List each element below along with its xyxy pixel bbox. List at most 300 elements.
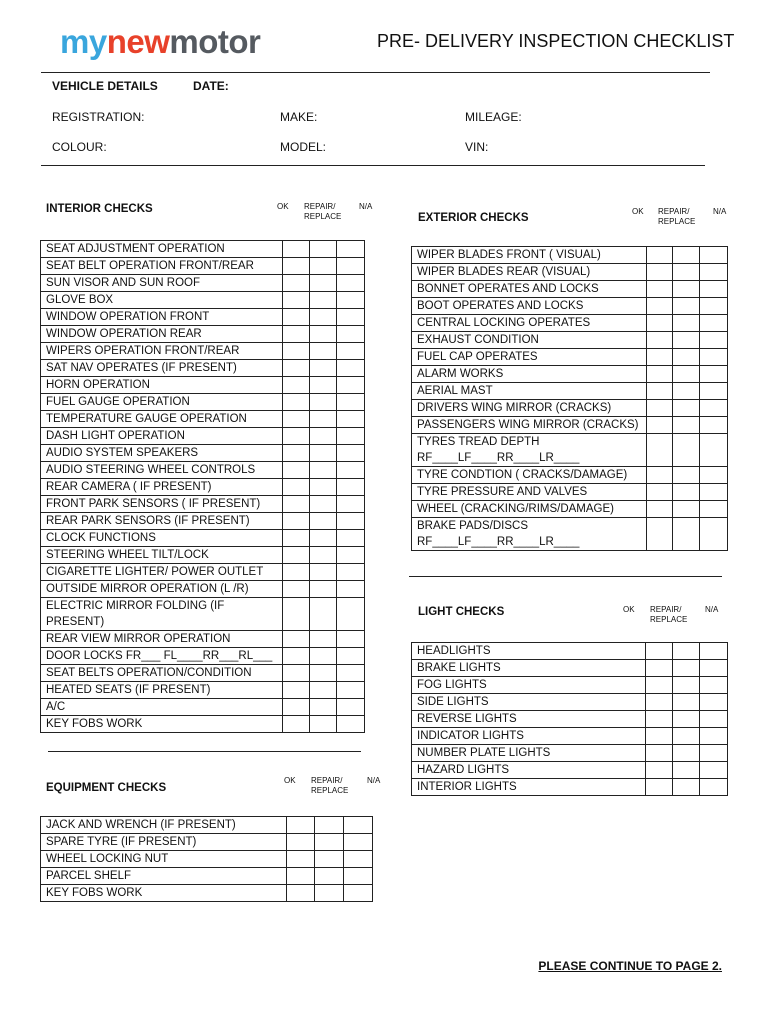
exterior-row xyxy=(412,417,728,434)
interior-ok-checkbox[interactable] xyxy=(283,699,310,716)
exterior-na-checkbox[interactable] xyxy=(700,349,728,366)
equipment-row xyxy=(41,868,373,885)
interior-na-checkbox[interactable] xyxy=(337,547,365,564)
light-row xyxy=(412,745,728,762)
interior-item-label: SAT NAV OPERATES (IF PRESENT) xyxy=(41,360,283,377)
exterior-col-ok: OK xyxy=(632,207,644,216)
interior-na-checkbox[interactable] xyxy=(337,462,365,479)
exterior-repair-replace-checkbox[interactable] xyxy=(673,417,700,434)
light-ok-checkbox[interactable] xyxy=(646,643,673,660)
exterior-na-checkbox[interactable] xyxy=(700,400,728,417)
interior-repair-replace-checkbox[interactable] xyxy=(310,343,337,360)
light-repair-replace-checkbox[interactable] xyxy=(673,762,700,779)
interior-repair-replace-checkbox[interactable] xyxy=(310,377,337,394)
interior-na-checkbox[interactable] xyxy=(337,394,365,411)
exterior-repair-replace-checkbox[interactable] xyxy=(673,518,700,551)
exterior-repair-replace-checkbox[interactable] xyxy=(673,383,700,400)
light-repair-replace-checkbox[interactable] xyxy=(673,728,700,745)
exterior-repair-replace-checkbox[interactable] xyxy=(673,400,700,417)
interior-ok-checkbox[interactable] xyxy=(283,564,310,581)
exterior-item-label: WHEEL (CRACKING/RIMS/DAMAGE) xyxy=(412,501,647,518)
interior-na-checkbox[interactable] xyxy=(337,530,365,547)
interior-row xyxy=(41,564,365,581)
interior-row xyxy=(41,360,365,377)
exterior-repair-replace-checkbox[interactable] xyxy=(673,434,700,467)
vehicle-divider xyxy=(41,165,705,166)
interior-item-label: WINDOW OPERATION FRONT xyxy=(41,309,283,326)
interior-na-checkbox[interactable] xyxy=(337,445,365,462)
exterior-repair-replace-checkbox[interactable] xyxy=(673,281,700,298)
interior-na-checkbox[interactable] xyxy=(337,292,365,309)
exterior-row xyxy=(412,383,728,400)
exterior-ok-checkbox[interactable] xyxy=(646,518,673,551)
interior-ok-checkbox[interactable] xyxy=(283,292,310,309)
exterior-na-checkbox[interactable] xyxy=(700,315,728,332)
interior-item-label: STEERING WHEEL TILT/LOCK xyxy=(41,547,283,564)
interior-item-label: WINDOW OPERATION REAR xyxy=(41,326,283,343)
interior-col-ok: OK xyxy=(277,202,289,211)
interior-na-checkbox[interactable] xyxy=(337,598,365,631)
interior-repair-replace-checkbox[interactable] xyxy=(310,716,337,733)
interior-na-checkbox[interactable] xyxy=(337,326,365,343)
interior-row xyxy=(41,377,365,394)
interior-item-label: SEAT BELT OPERATION FRONT/REAR xyxy=(41,258,283,275)
interior-ok-checkbox[interactable] xyxy=(283,326,310,343)
logo-my: my xyxy=(60,23,107,60)
exterior-na-checkbox[interactable] xyxy=(700,247,728,264)
exterior-item-label: BRAKE PADS/DISCS RF____LF____RR____LR____ xyxy=(412,518,647,551)
logo-new: new xyxy=(106,23,170,60)
document-title: PRE- DELIVERY INSPECTION CHECKLIST xyxy=(377,31,735,51)
interior-na-checkbox[interactable] xyxy=(337,699,365,716)
interior-item-label: A/C xyxy=(41,699,283,716)
light-na-checkbox[interactable] xyxy=(700,660,728,677)
exterior-na-checkbox[interactable] xyxy=(700,332,728,349)
exterior-ok-checkbox[interactable] xyxy=(646,332,673,349)
exterior-col-na: N/A xyxy=(713,207,727,216)
equipment-na-checkbox[interactable] xyxy=(344,834,373,851)
light-ok-checkbox[interactable] xyxy=(646,745,673,762)
light-col-na: N/A xyxy=(705,605,719,614)
exterior-repair-replace-checkbox[interactable] xyxy=(673,366,700,383)
exterior-na-checkbox[interactable] xyxy=(700,366,728,383)
interior-row xyxy=(41,496,365,513)
vehicle-details-label: VEHICLE DETAILS xyxy=(52,79,158,93)
light-row xyxy=(412,779,728,796)
exterior-repair-replace-checkbox[interactable] xyxy=(673,484,700,501)
exterior-row xyxy=(412,467,728,484)
interior-repair-replace-checkbox[interactable] xyxy=(310,309,337,326)
interior-ok-checkbox[interactable] xyxy=(283,547,310,564)
exterior-row xyxy=(412,501,728,518)
interior-repair-replace-checkbox[interactable] xyxy=(310,479,337,496)
light-na-checkbox[interactable] xyxy=(700,762,728,779)
equipment-col-na: N/A xyxy=(367,776,381,785)
exterior-repair-replace-checkbox[interactable] xyxy=(673,315,700,332)
exterior-item-label: DRIVERS WING MIRROR (CRACKS) xyxy=(412,400,647,417)
exterior-repair-replace-checkbox[interactable] xyxy=(673,264,700,281)
exterior-item-label: BONNET OPERATES AND LOCKS xyxy=(412,281,647,298)
interior-item-label: TEMPERATURE GAUGE OPERATION xyxy=(41,411,283,428)
interior-repair-replace-checkbox[interactable] xyxy=(310,699,337,716)
colour-label: COLOUR: xyxy=(52,140,107,154)
model-label: MODEL: xyxy=(280,140,327,154)
continue-note: PLEASE CONTINUE TO PAGE 2. xyxy=(538,959,722,973)
interior-repair-replace-checkbox[interactable] xyxy=(310,564,337,581)
interior-row xyxy=(41,699,365,716)
interior-repair-replace-checkbox[interactable] xyxy=(310,665,337,682)
light-ok-checkbox[interactable] xyxy=(646,728,673,745)
interior-item-label: DOOR LOCKS FR___ FL____RR___RL___ xyxy=(41,648,283,665)
interior-na-checkbox[interactable] xyxy=(337,631,365,648)
exterior-row xyxy=(412,332,728,349)
interior-divider xyxy=(48,751,361,752)
interior-repair-replace-checkbox[interactable] xyxy=(310,326,337,343)
interior-ok-checkbox[interactable] xyxy=(283,631,310,648)
light-col-ok: OK xyxy=(623,605,635,614)
interior-row xyxy=(41,445,365,462)
interior-item-label: REAR VIEW MIRROR OPERATION xyxy=(41,631,283,648)
exterior-repair-replace-checkbox[interactable] xyxy=(673,501,700,518)
equipment-ok-checkbox[interactable] xyxy=(287,851,315,868)
interior-item-label: FRONT PARK SENSORS ( IF PRESENT) xyxy=(41,496,283,513)
exterior-ok-checkbox[interactable] xyxy=(646,400,673,417)
light-na-checkbox[interactable] xyxy=(700,694,728,711)
interior-repair-replace-checkbox[interactable] xyxy=(310,530,337,547)
equipment-repair-replace-checkbox[interactable] xyxy=(315,834,344,851)
date-label: DATE: xyxy=(193,79,229,93)
interior-na-checkbox[interactable] xyxy=(337,309,365,326)
exterior-na-checkbox[interactable] xyxy=(700,264,728,281)
interior-repair-replace-checkbox[interactable] xyxy=(310,411,337,428)
light-item-label: HEADLIGHTS xyxy=(412,643,646,660)
light-row xyxy=(412,711,728,728)
light-item-label: FOG LIGHTS xyxy=(412,677,646,694)
exterior-repair-replace-checkbox[interactable] xyxy=(673,247,700,264)
light-repair-replace-checkbox[interactable] xyxy=(673,694,700,711)
interior-row xyxy=(41,462,365,479)
interior-repair-replace-checkbox[interactable] xyxy=(310,462,337,479)
exterior-ok-checkbox[interactable] xyxy=(646,467,673,484)
exterior-checks-table xyxy=(411,246,728,551)
equipment-ok-checkbox[interactable] xyxy=(287,834,315,851)
interior-repair-replace-checkbox[interactable] xyxy=(310,631,337,648)
exterior-item-label: BOOT OPERATES AND LOCKS xyxy=(412,298,647,315)
light-na-checkbox[interactable] xyxy=(700,728,728,745)
interior-row xyxy=(41,241,365,258)
exterior-ok-checkbox[interactable] xyxy=(646,383,673,400)
interior-row xyxy=(41,326,365,343)
light-checks-title: LIGHT CHECKS xyxy=(418,606,505,618)
interior-na-checkbox[interactable] xyxy=(337,682,365,699)
light-item-label: REVERSE LIGHTS xyxy=(412,711,646,728)
interior-ok-checkbox[interactable] xyxy=(283,360,310,377)
light-row xyxy=(412,660,728,677)
exterior-row xyxy=(412,264,728,281)
equipment-repair-replace-checkbox[interactable] xyxy=(315,817,344,834)
interior-row xyxy=(41,309,365,326)
interior-ok-checkbox[interactable] xyxy=(283,309,310,326)
interior-col-na: N/A xyxy=(359,202,373,211)
interior-ok-checkbox[interactable] xyxy=(283,394,310,411)
interior-na-checkbox[interactable] xyxy=(337,665,365,682)
interior-repair-replace-checkbox[interactable] xyxy=(310,496,337,513)
equipment-col-ok: OK xyxy=(284,776,296,785)
interior-ok-checkbox[interactable] xyxy=(283,377,310,394)
exterior-item-label: PASSENGERS WING MIRROR (CRACKS) xyxy=(412,417,647,434)
interior-repair-replace-checkbox[interactable] xyxy=(310,598,337,631)
interior-ok-checkbox[interactable] xyxy=(283,479,310,496)
equipment-na-checkbox[interactable] xyxy=(344,851,373,868)
exterior-ok-checkbox[interactable] xyxy=(646,281,673,298)
interior-row xyxy=(41,411,365,428)
interior-item-label: OUTSIDE MIRROR OPERATION (L /R) xyxy=(41,581,283,598)
exterior-divider xyxy=(409,576,722,577)
exterior-row xyxy=(412,315,728,332)
interior-row xyxy=(41,716,365,733)
light-repair-replace-checkbox[interactable] xyxy=(673,745,700,762)
interior-row xyxy=(41,394,365,411)
interior-repair-replace-checkbox[interactable] xyxy=(310,241,337,258)
interior-na-checkbox[interactable] xyxy=(337,648,365,665)
interior-item-label: DASH LIGHT OPERATION xyxy=(41,428,283,445)
interior-ok-checkbox[interactable] xyxy=(283,428,310,445)
interior-repair-replace-checkbox[interactable] xyxy=(310,445,337,462)
interior-na-checkbox[interactable] xyxy=(337,564,365,581)
interior-row xyxy=(41,513,365,530)
interior-item-label: REAR CAMERA ( IF PRESENT) xyxy=(41,479,283,496)
light-na-checkbox[interactable] xyxy=(700,643,728,660)
equipment-ok-checkbox[interactable] xyxy=(287,817,315,834)
interior-row xyxy=(41,343,365,360)
exterior-ok-checkbox[interactable] xyxy=(646,501,673,518)
equipment-repair-replace-checkbox[interactable] xyxy=(315,868,344,885)
exterior-row xyxy=(412,281,728,298)
interior-repair-replace-checkbox[interactable] xyxy=(310,513,337,530)
interior-repair-replace-checkbox[interactable] xyxy=(310,682,337,699)
interior-na-checkbox[interactable] xyxy=(337,513,365,530)
exterior-ok-checkbox[interactable] xyxy=(646,484,673,501)
interior-ok-checkbox[interactable] xyxy=(283,241,310,258)
interior-item-label: CLOCK FUNCTIONS xyxy=(41,530,283,547)
logo-motor: motor xyxy=(169,23,261,60)
interior-row xyxy=(41,275,365,292)
interior-item-label: AUDIO STEERING WHEEL CONTROLS xyxy=(41,462,283,479)
interior-checks-table xyxy=(40,240,365,733)
interior-ok-checkbox[interactable] xyxy=(283,513,310,530)
equipment-ok-checkbox[interactable] xyxy=(287,885,315,902)
mileage-label: MILEAGE: xyxy=(465,110,522,124)
interior-row xyxy=(41,292,365,309)
interior-ok-checkbox[interactable] xyxy=(283,275,310,292)
interior-na-checkbox[interactable] xyxy=(337,241,365,258)
exterior-na-checkbox[interactable] xyxy=(700,434,728,467)
equipment-ok-checkbox[interactable] xyxy=(287,868,315,885)
light-row xyxy=(412,762,728,779)
interior-row xyxy=(41,631,365,648)
interior-ok-checkbox[interactable] xyxy=(283,665,310,682)
interior-na-checkbox[interactable] xyxy=(337,411,365,428)
equipment-na-checkbox[interactable] xyxy=(344,885,373,902)
light-repair-replace-checkbox[interactable] xyxy=(673,711,700,728)
equipment-na-checkbox[interactable] xyxy=(344,817,373,834)
interior-ok-checkbox[interactable] xyxy=(283,682,310,699)
exterior-row xyxy=(412,400,728,417)
light-row xyxy=(412,677,728,694)
interior-item-label: SEAT BELTS OPERATION/CONDITION xyxy=(41,665,283,682)
equipment-na-checkbox[interactable] xyxy=(344,868,373,885)
equipment-row xyxy=(41,834,373,851)
interior-ok-checkbox[interactable] xyxy=(283,411,310,428)
exterior-na-checkbox[interactable] xyxy=(700,518,728,551)
interior-checks-title: INTERIOR CHECKS xyxy=(46,203,153,215)
interior-na-checkbox[interactable] xyxy=(337,343,365,360)
equipment-row xyxy=(41,817,373,834)
interior-na-checkbox[interactable] xyxy=(337,275,365,292)
exterior-ok-checkbox[interactable] xyxy=(646,434,673,467)
light-repair-replace-checkbox[interactable] xyxy=(673,660,700,677)
exterior-na-checkbox[interactable] xyxy=(700,501,728,518)
vin-label: VIN: xyxy=(465,140,489,154)
interior-item-label: REAR PARK SENSORS (IF PRESENT) xyxy=(41,513,283,530)
light-repair-replace-checkbox[interactable] xyxy=(673,643,700,660)
interior-na-checkbox[interactable] xyxy=(337,428,365,445)
interior-ok-checkbox[interactable] xyxy=(283,445,310,462)
equipment-checks-title: EQUIPMENT CHECKS xyxy=(46,782,167,794)
light-ok-checkbox[interactable] xyxy=(646,762,673,779)
equipment-col-repair: REPAIR/ REPLACE xyxy=(311,776,349,795)
interior-repair-replace-checkbox[interactable] xyxy=(310,581,337,598)
interior-repair-replace-checkbox[interactable] xyxy=(310,292,337,309)
interior-na-checkbox[interactable] xyxy=(337,496,365,513)
interior-item-label: ELECTRIC MIRROR FOLDING (IF PRESENT) xyxy=(41,598,283,631)
light-repair-replace-checkbox[interactable] xyxy=(673,677,700,694)
exterior-item-label: AERIAL MAST xyxy=(412,383,647,400)
interior-na-checkbox[interactable] xyxy=(337,360,365,377)
light-ok-checkbox[interactable] xyxy=(646,694,673,711)
exterior-ok-checkbox[interactable] xyxy=(646,247,673,264)
interior-item-label: AUDIO SYSTEM SPEAKERS xyxy=(41,445,283,462)
exterior-repair-replace-checkbox[interactable] xyxy=(673,467,700,484)
interior-row xyxy=(41,258,365,275)
light-na-checkbox[interactable] xyxy=(700,745,728,762)
exterior-item-label: EXHAUST CONDITION xyxy=(412,332,647,349)
exterior-ok-checkbox[interactable] xyxy=(646,349,673,366)
interior-repair-replace-checkbox[interactable] xyxy=(310,360,337,377)
light-na-checkbox[interactable] xyxy=(700,711,728,728)
equipment-item-label: JACK AND WRENCH (IF PRESENT) xyxy=(41,817,287,834)
exterior-na-checkbox[interactable] xyxy=(700,467,728,484)
light-repair-replace-checkbox[interactable] xyxy=(673,779,700,796)
equipment-repair-replace-checkbox[interactable] xyxy=(315,851,344,868)
equipment-item-label: KEY FOBS WORK xyxy=(41,885,287,902)
interior-repair-replace-checkbox[interactable] xyxy=(310,428,337,445)
exterior-repair-replace-checkbox[interactable] xyxy=(673,298,700,315)
light-ok-checkbox[interactable] xyxy=(646,660,673,677)
exterior-item-label: FUEL CAP OPERATES xyxy=(412,349,647,366)
interior-repair-replace-checkbox[interactable] xyxy=(310,547,337,564)
exterior-item-label: CENTRAL LOCKING OPERATES xyxy=(412,315,647,332)
interior-item-label: FUEL GAUGE OPERATION xyxy=(41,394,283,411)
interior-repair-replace-checkbox[interactable] xyxy=(310,275,337,292)
interior-na-checkbox[interactable] xyxy=(337,479,365,496)
interior-ok-checkbox[interactable] xyxy=(283,258,310,275)
exterior-na-checkbox[interactable] xyxy=(700,417,728,434)
interior-ok-checkbox[interactable] xyxy=(283,716,310,733)
exterior-ok-checkbox[interactable] xyxy=(646,315,673,332)
interior-ok-checkbox[interactable] xyxy=(283,530,310,547)
interior-repair-replace-checkbox[interactable] xyxy=(310,258,337,275)
light-na-checkbox[interactable] xyxy=(700,779,728,796)
exterior-na-checkbox[interactable] xyxy=(700,383,728,400)
interior-item-label: HORN OPERATION xyxy=(41,377,283,394)
exterior-ok-checkbox[interactable] xyxy=(646,298,673,315)
light-item-label: BRAKE LIGHTS xyxy=(412,660,646,677)
interior-ok-checkbox[interactable] xyxy=(283,581,310,598)
equipment-repair-replace-checkbox[interactable] xyxy=(315,885,344,902)
exterior-row xyxy=(412,484,728,501)
interior-item-label: WIPERS OPERATION FRONT/REAR xyxy=(41,343,283,360)
interior-ok-checkbox[interactable] xyxy=(283,343,310,360)
exterior-repair-replace-checkbox[interactable] xyxy=(673,349,700,366)
exterior-row xyxy=(412,349,728,366)
exterior-col-repair: REPAIR/ REPLACE xyxy=(658,207,696,226)
interior-row xyxy=(41,581,365,598)
interior-repair-replace-checkbox[interactable] xyxy=(310,394,337,411)
light-ok-checkbox[interactable] xyxy=(646,711,673,728)
interior-item-label: CIGARETTE LIGHTER/ POWER OUTLET xyxy=(41,564,283,581)
equipment-row xyxy=(41,885,373,902)
interior-row xyxy=(41,598,365,631)
interior-na-checkbox[interactable] xyxy=(337,258,365,275)
exterior-item-label: WIPER BLADES REAR (VISUAL) xyxy=(412,264,647,281)
light-ok-checkbox[interactable] xyxy=(646,779,673,796)
interior-na-checkbox[interactable] xyxy=(337,716,365,733)
light-item-label: SIDE LIGHTS xyxy=(412,694,646,711)
equipment-item-label: PARCEL SHELF xyxy=(41,868,287,885)
interior-row xyxy=(41,530,365,547)
interior-na-checkbox[interactable] xyxy=(337,581,365,598)
interior-repair-replace-checkbox[interactable] xyxy=(310,648,337,665)
mynewmotor-logo xyxy=(60,22,260,62)
light-ok-checkbox[interactable] xyxy=(646,677,673,694)
interior-row xyxy=(41,682,365,699)
exterior-repair-replace-checkbox[interactable] xyxy=(673,332,700,349)
interior-ok-checkbox[interactable] xyxy=(283,648,310,665)
interior-ok-checkbox[interactable] xyxy=(283,462,310,479)
interior-na-checkbox[interactable] xyxy=(337,377,365,394)
exterior-na-checkbox[interactable] xyxy=(700,298,728,315)
light-na-checkbox[interactable] xyxy=(700,677,728,694)
equipment-checks-table xyxy=(40,816,373,902)
light-item-label: NUMBER PLATE LIGHTS xyxy=(412,745,646,762)
interior-ok-checkbox[interactable] xyxy=(283,598,310,631)
interior-ok-checkbox[interactable] xyxy=(283,496,310,513)
exterior-ok-checkbox[interactable] xyxy=(646,264,673,281)
exterior-ok-checkbox[interactable] xyxy=(646,366,673,383)
exterior-na-checkbox[interactable] xyxy=(700,484,728,501)
exterior-ok-checkbox[interactable] xyxy=(646,417,673,434)
interior-col-repair: REPAIR/ REPLACE xyxy=(304,202,342,221)
exterior-item-label: WIPER BLADES FRONT ( VISUAL) xyxy=(412,247,647,264)
light-row xyxy=(412,728,728,745)
exterior-na-checkbox[interactable] xyxy=(700,281,728,298)
exterior-item-label: ALARM WORKS xyxy=(412,366,647,383)
equipment-row xyxy=(41,851,373,868)
exterior-item-label: TYRE CONDTION ( CRACKS/DAMAGE) xyxy=(412,467,647,484)
light-item-label: INTERIOR LIGHTS xyxy=(412,779,646,796)
interior-row xyxy=(41,665,365,682)
